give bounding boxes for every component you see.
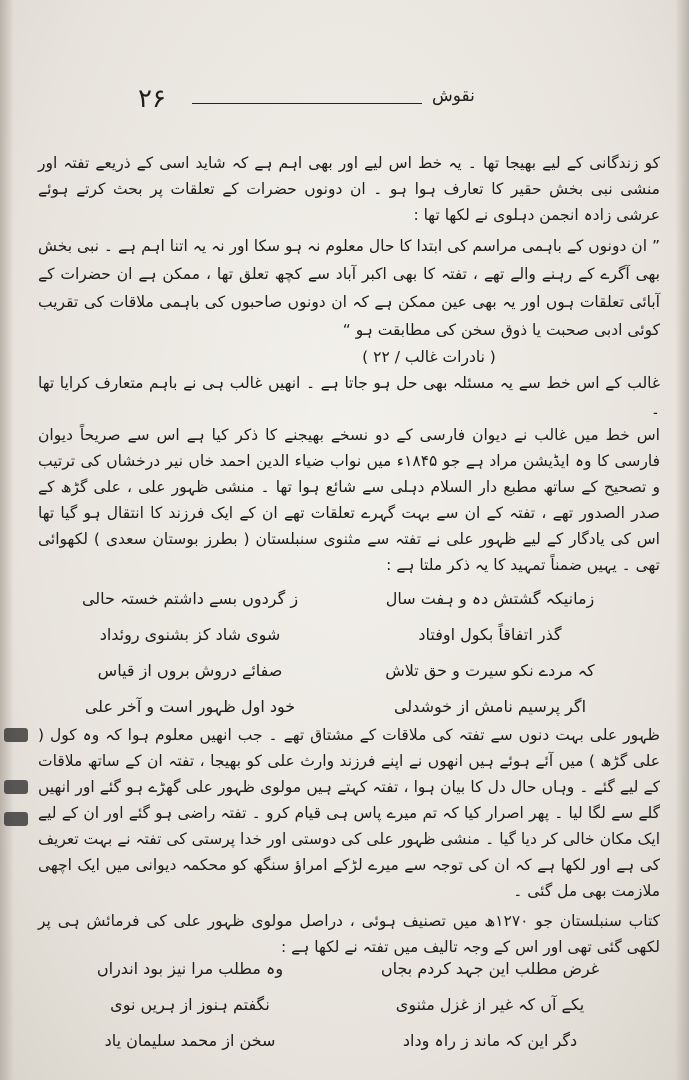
verse-left: شوی شاد کز بشنوی روئداد xyxy=(99,624,281,644)
verse-right: اگر پرسیم نامش از خوشدلی xyxy=(393,696,587,716)
verse-left: خود اول ظہور است و آخر علی xyxy=(84,696,296,716)
paragraph-zahoor: ظہور علی بہت دنوں سے تفتہ کی ملاقات کے مشتاق تھے ۔ جب انھیں معلوم ہوا کہ وہ کول ( علی گڑھ ) میں آئے ہوئے ہیں انھوں نے اپنے فرزند وارث علی کو بھیجا ، تفتہ ان کے ساتھ ملاقات کے لیے گئے ۔ وہاں حال دل کا بیان ہوا ، تفتہ کہتے ہیں مولوی ظہور علی گھڑے ہو گئے اور انھیں گلے سے لگا لیا ۔ پھر اصرار کیا کہ تم میرے پاس ہی قیام کرو ۔ تفتہ راضی ہو گئے اور ان کے لیے ایک مکان خالی کر دیا گیا ۔ منشی ظہور علی کی دوستی اور خدا پرستی کی تفتہ نے بہت تعریف کی ہے اور لکھا ہے کہ ان کی توجہ سے میرے لڑکے امراؤ سنگھ کو محکمہ دیوانی میں ایک اچھی ملازمت بھی مل گئی ۔ xyxy=(38,726,660,900)
block-quote: ” ان دونوں کے باہمی مراسم کی ابتدا کا حال معلوم نہ ہو سکا اور نہ یہ اتنا اہم ہے ۔ نبی بخش بھی آگرے کے رہنے والے تھے ، تفتہ کا بھی اکبر آباد سے کچھ تعلق تھا ، ممکن ہے ان حضرات کے آبائی تعلقات ہوں اور یہ بھی عین ممکن ہے کہ ان دونوں صاحبوں کی باہمی ملاقات کی تقریب کوئی ادبی صحبت یا ذوق سخن کی مطابقت ہو “ xyxy=(38,237,660,339)
verse-left: سخن از محمد سلیمان یاد xyxy=(104,1030,276,1050)
scan-shadow-left xyxy=(0,0,14,1080)
verse-right: زمانیکہ گشتش دہ و ہفت سال xyxy=(385,588,595,608)
verse-right: کہ مردے نکو سیرت و حق تلاش xyxy=(385,660,595,680)
verse-block-1 xyxy=(60,580,620,724)
verse-row xyxy=(60,580,620,616)
verse-block-2 xyxy=(60,950,620,1058)
verse-row xyxy=(60,652,620,688)
paragraph-ghalib: غالب کے اس خط سے یہ مسئلہ بھی حل ہو جاتا ہے ۔ انھیں غالب ہی نے باہم متعارف کرایا تھا ۔ xyxy=(38,374,660,418)
paragraph-intro: کو زندگانی کے لیے بھیجا تھا ۔ یہ خط اس لیے اور بھی اہم ہے کہ شاید اسی کے ذریعے تفتہ اور منشی نبی بخش حقیر کا تعارف ہوا ہو ۔ ان دونوں حضرات کے تعلقات پر بحث کرتے ہوئے عرشی زادہ انجمن دہلوی نے لکھا تھا : xyxy=(38,154,660,224)
citation: ( نادرات غالب / ۲۲ ) xyxy=(362,348,496,366)
verse-row xyxy=(60,1022,620,1058)
verse-right: دگر این کہ ماند ز راہ وداد xyxy=(402,1030,578,1050)
ink-smudge-mark xyxy=(4,780,28,794)
paragraph-diwan: اس خط میں غالب نے دیوان فارسی کے دو نسخے بھیجنے کا ذکر کیا ہے اس سے صریحاً دیوان فارسی کا وہ ایڈیشن مراد ہے جو ۱۸۴۵ء میں نواب ضیاء الدین احمد خاں نیر درخشاں کی ترتیب و تصحیح کے ساتھ مطبع دار السلام دہلی سے شائع ہوا تھا ۔ منشی ظہور علی ، علی گڑھ کے صدر الصدور تھے ، تفتہ کے ان سے بہت گہرے تعلقات تھے ان کے ایک فرزند کا انتقال ہو گیا تھا اس کی یادگار کے لیے ظہور علی نے تفتہ سے مثنوی سنبلستان ( بطرز بوستان سعدی ) لکھوائی تھی ۔ یہیں ضمناً تمہید کا یہ ذکر ملتا ہے : xyxy=(38,426,660,574)
verse-row xyxy=(60,950,620,986)
verse-left: نگفتم ہنوز از ہریں نوی xyxy=(110,994,270,1014)
verse-left: صفائے دروش بروں از قیاس xyxy=(97,660,283,680)
verse-left: ز گردوں بسے داشتم خستہ حالی xyxy=(81,588,299,608)
page-number: ۲۶ xyxy=(138,84,166,114)
ink-smudge-mark xyxy=(4,812,28,826)
page-header xyxy=(120,84,560,124)
body-text-upper xyxy=(38,150,660,578)
verse-row xyxy=(60,616,620,652)
verse-row xyxy=(60,986,620,1022)
body-text-lower xyxy=(38,722,660,960)
header-rule xyxy=(192,103,422,104)
running-title: نقوش xyxy=(432,86,475,106)
verse-right: گذر اتفاقاً بکول اوفتاد xyxy=(418,624,562,644)
ink-smudge-mark xyxy=(4,728,28,742)
scan-shadow-right xyxy=(675,0,689,1080)
paragraph-sunbulistan: کتاب سنبلستان جو ۱۲۷۰ھ میں تصنیف ہوئی ، دراصل مولوی ظہور علی کی فرمائش ہی پر لکھی گئی تھی اور اس کے وجہ تالیف میں تفتہ نے لکھا ہے : xyxy=(38,912,660,956)
verse-right: یکے آں کہ غیر از غزل مثنوی xyxy=(395,994,585,1014)
verse-left: وہ مطلب مرا نیز بود اندراں xyxy=(96,958,284,978)
verse-right: غرض مطلب این جہد کردم بجاں xyxy=(380,958,600,978)
verse-row xyxy=(60,688,620,724)
